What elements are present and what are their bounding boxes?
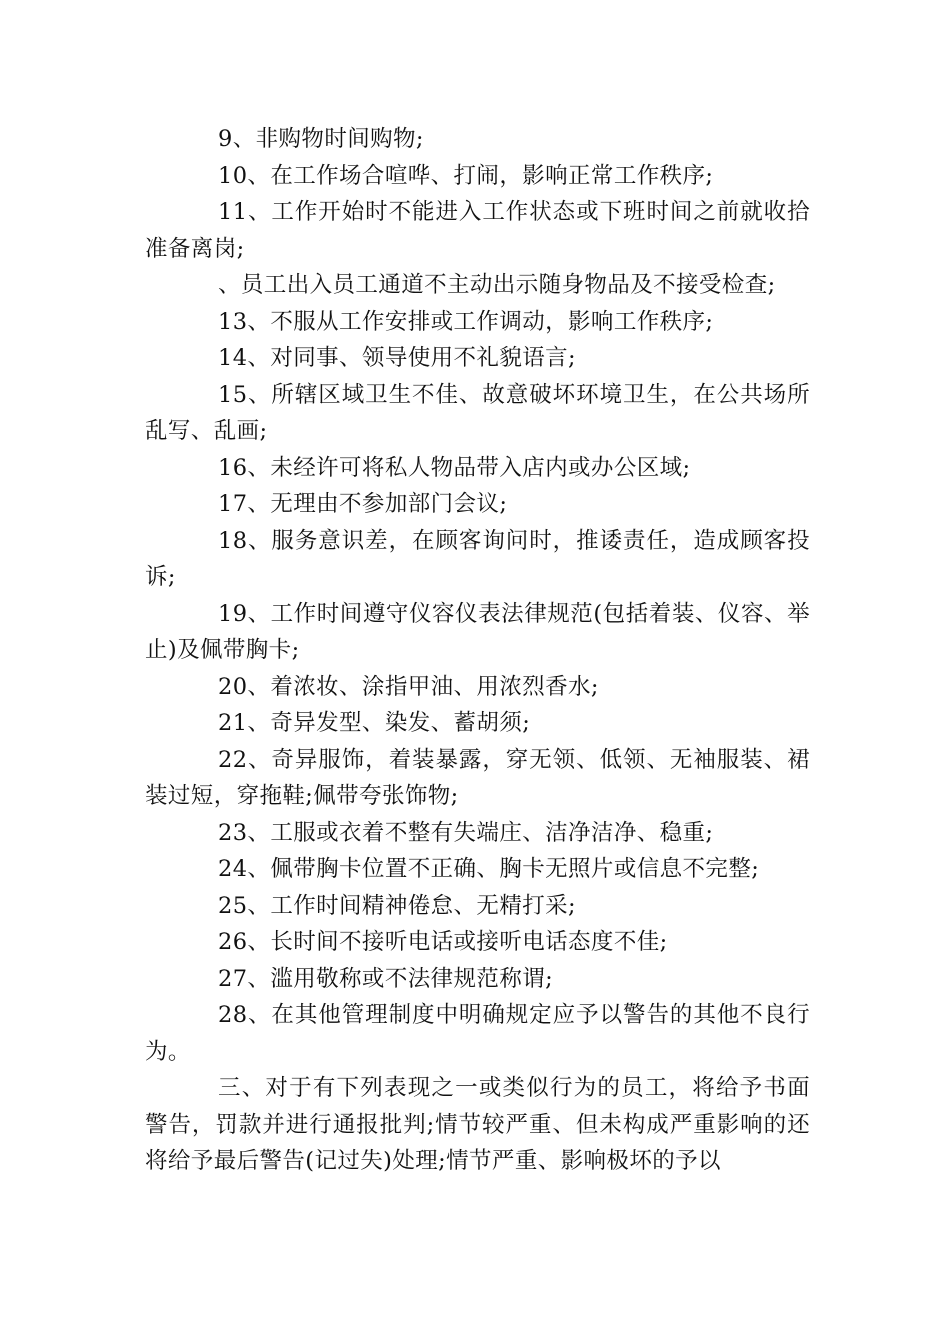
paragraph-15: 15、所辖区域卫生不佳、故意破坏环境卫生，在公共场所乱写、乱画; xyxy=(145,381,810,444)
section-three-paragraph: 三、对于有下列表现之一或类似行为的员工，将给予书面警告，罚款并进行通报批判;情节较严重、但未构成严重影响的还将给予最后警告(记过失)处理;情节严重、影响极坏的予以 xyxy=(145,1075,810,1174)
paragraph-16: 16、未经许可将私人物品带入店内或办公区域; xyxy=(218,454,691,481)
paragraph-24: 24、佩带胸卡位置不正确、胸卡无照片或信息不完整; xyxy=(218,856,760,882)
paragraph-21: 21、奇异发型、染发、蓄胡须; xyxy=(218,710,531,736)
paragraph-23: 23、工服或衣着不整有失端庄、洁净洁净、稳重; xyxy=(218,819,714,846)
paragraph-14: 14、对同事、领导使用不礼貌语言; xyxy=(218,345,577,371)
paragraph-22: 22、奇异服饰，着装暴露，穿无领、低领、无袖服装、裙装过短，穿拖鞋;佩带夸张饰物; xyxy=(145,746,810,809)
paragraph-19: 19、工作时间遵守仪容仪表法律规范(包括着装、仪容、举止)及佩带胸卡; xyxy=(145,600,810,663)
paragraph-10: 10、在工作场合喧哗、打闹，影响正常工作秩序; xyxy=(218,162,714,189)
paragraph-13: 13、不服从工作安排或工作调动，影响工作秩序; xyxy=(218,308,714,335)
paragraph-18: 18、服务意识差，在顾客询问时，推诿责任，造成顾客投诉; xyxy=(145,527,810,590)
paragraph-11: 11、工作开始时不能进入工作状态或下班时间之前就收拾准备离岗; xyxy=(145,199,810,262)
paragraph-27: 27、滥用敬称或不法律规范称谓; xyxy=(218,965,554,992)
paragraph-25: 25、工作时间精神倦怠、无精打采; xyxy=(218,892,577,919)
paragraph-12: 、员工出入员工通道不主动出示随身物品及不接受检查; xyxy=(218,272,776,298)
paragraph-28: 28、在其他管理制度中明确规定应予以警告的其他不良行为。 xyxy=(145,1002,810,1065)
document-body xyxy=(145,121,810,1180)
paragraph-26: 26、长时间不接听电话或接听电话态度不佳; xyxy=(218,929,668,955)
paragraph-9: 9、非购物时间购物; xyxy=(218,126,424,152)
paragraph-17: 17、无理由不参加部门会议; xyxy=(218,491,508,517)
paragraph-20: 20、着浓妆、涂指甲油、用浓烈香水; xyxy=(218,673,599,700)
